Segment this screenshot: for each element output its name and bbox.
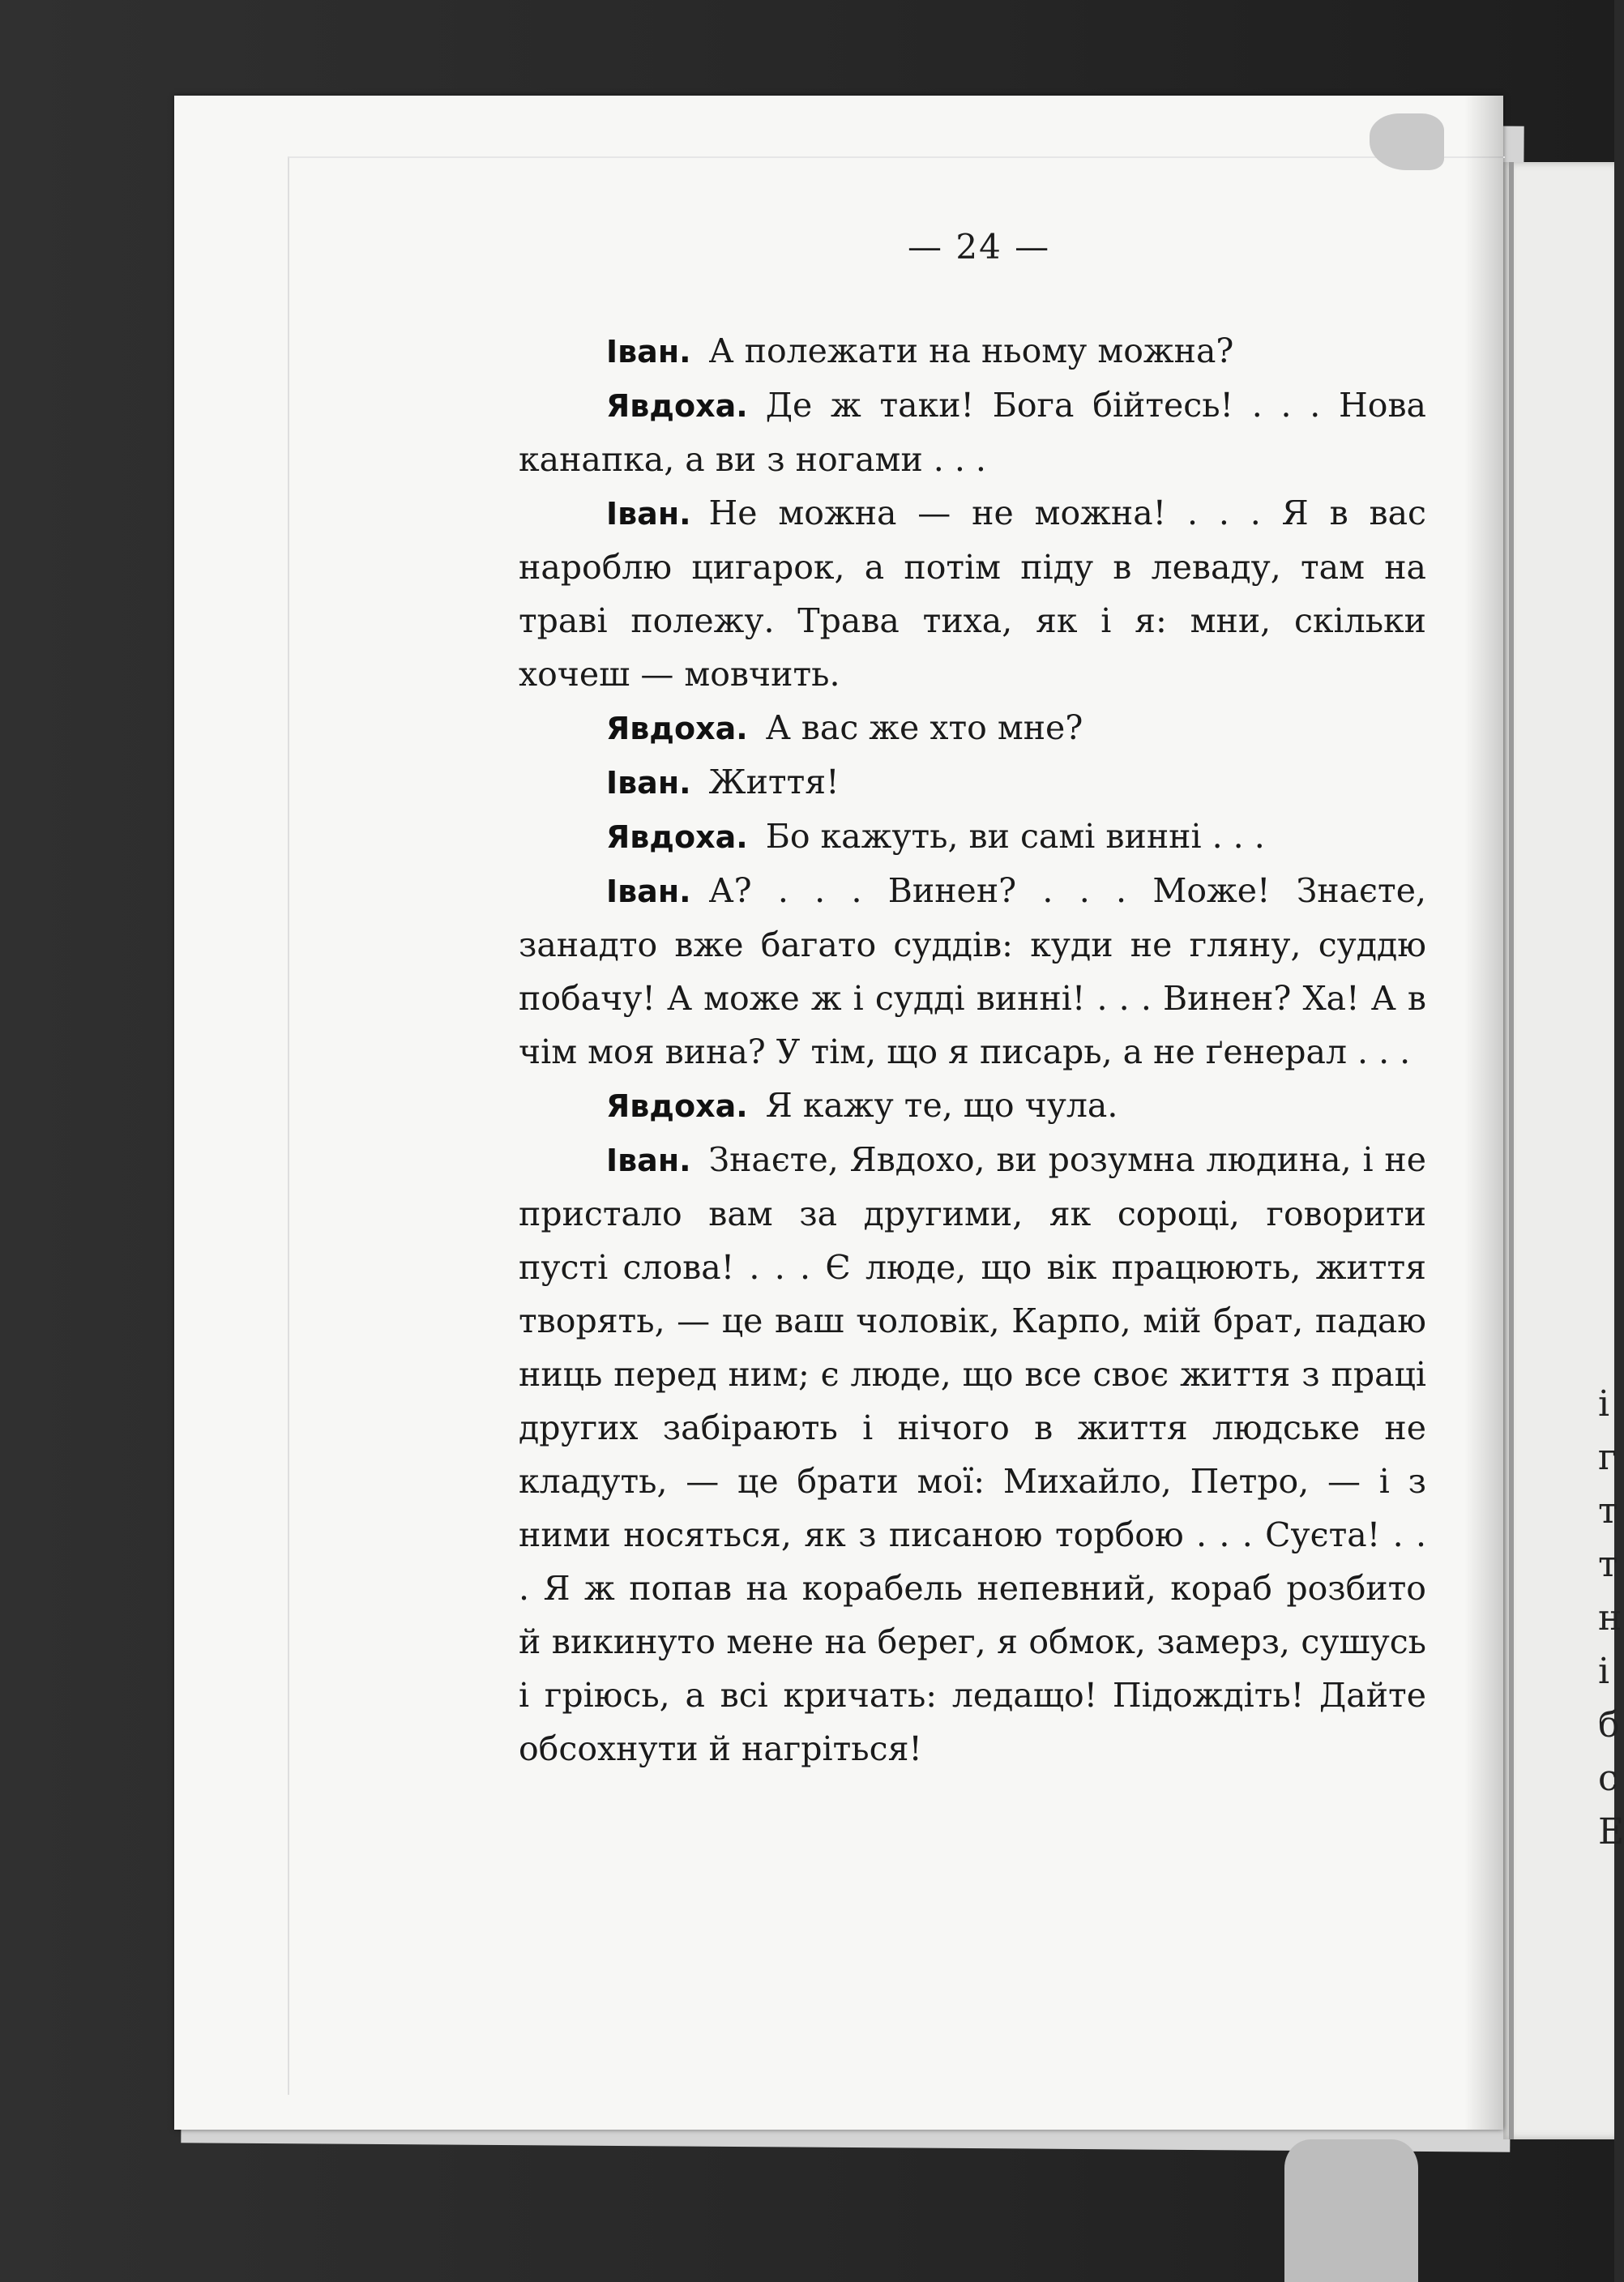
- facing-letter: с: [1598, 1758, 1618, 1799]
- binding-clip-bottom: [1284, 2139, 1418, 2282]
- page-number: — 24 —: [908, 227, 1051, 267]
- dialogue-line: [519, 1133, 1426, 1776]
- line-text: Знаєте, Явдохо, ви розумна людина, і не пристало вам за другими, як сороці, говорити пусті слова! . . . Є люде, що вік працюють, життя творять, — це ваш чоловік, Карпо, мій брат, падаю ниць перед ним; є люде, що все своє життя з праці других забірають і нічого в життя людське не кладуть, — це брати мої: Михайло, Петро, — і з ними носяться, як з писаною торбою . . . Суєта! . . . Я ж попав на корабель непевний, кораб розбито й викинуто мене на берег, я обмок, замерз, сушусь і гріюсь, а всі кричать: ледащо! Підождіть! Дайте обсохнути й нагріться!: [519, 1140, 1426, 1768]
- facing-letter: г: [1598, 1437, 1618, 1478]
- binding-clip-top: [1370, 113, 1444, 170]
- speaker-name: Іван.: [606, 874, 691, 909]
- speaker-name: Явдоха.: [606, 1088, 748, 1124]
- speaker-name: Іван.: [606, 496, 691, 532]
- facing-letter: і: [1598, 1651, 1610, 1692]
- dialogue-line: [519, 701, 1426, 755]
- dialogue-line: [519, 1079, 1426, 1133]
- dialogue-line: [519, 324, 1426, 378]
- dialogue-text: [519, 324, 1426, 1776]
- facing-letter: Е: [1598, 1811, 1624, 1853]
- speaker-name: Явдоха.: [606, 819, 748, 855]
- facing-letter: т: [1598, 1544, 1618, 1585]
- line-text: А? . . . Винен? . . . Може! Знаєте, занадто вже багато суддів: куди не гляну, суддю побачу! А може ж і судді винні! . . . Винен? Ха! А в чім моя вина? У тім, що я писарь, а не ґенерал . . .: [519, 871, 1426, 1071]
- speaker-name: Іван.: [606, 334, 691, 370]
- dialogue-line: [519, 378, 1426, 486]
- dialogue-line: [519, 864, 1426, 1079]
- facing-letter: н: [1598, 1597, 1622, 1639]
- facing-letter: б: [1598, 1704, 1620, 1746]
- line-text: Я кажу те, що чула.: [765, 1086, 1118, 1125]
- facing-letter: т: [1598, 1490, 1618, 1532]
- line-text: Бо кажуть, ви самі винні . . .: [765, 817, 1265, 856]
- facing-page-text: [1598, 1378, 1622, 1859]
- page-gutter-shadow: [1464, 96, 1503, 2130]
- line-text: А вас же хто мне?: [765, 708, 1083, 747]
- dialogue-line: [519, 755, 1426, 810]
- speaker-name: Явдоха.: [606, 711, 748, 746]
- book-spine-edge: [1509, 162, 1514, 2139]
- speaker-name: Іван.: [606, 1143, 691, 1178]
- line-text: Де ж таки! Бога бійтесь! . . . Нова канапка, а ви з ногами . . .: [519, 386, 1426, 479]
- dialogue-line: [519, 810, 1426, 864]
- line-text: Не можна — не можна! . . . Я в вас нароблю цигарок, а потім піду в леваду, там на траві полежу. Трава тиха, як і я: мни, скільки хочеш — мовчить.: [519, 494, 1426, 694]
- speaker-name: Явдоха.: [606, 388, 748, 424]
- line-text: Життя!: [708, 763, 840, 801]
- speaker-name: Іван.: [606, 765, 691, 801]
- dialogue-line: [519, 486, 1426, 701]
- line-text: А полежати на ньому можна?: [708, 331, 1234, 370]
- facing-letter: і: [1598, 1383, 1610, 1425]
